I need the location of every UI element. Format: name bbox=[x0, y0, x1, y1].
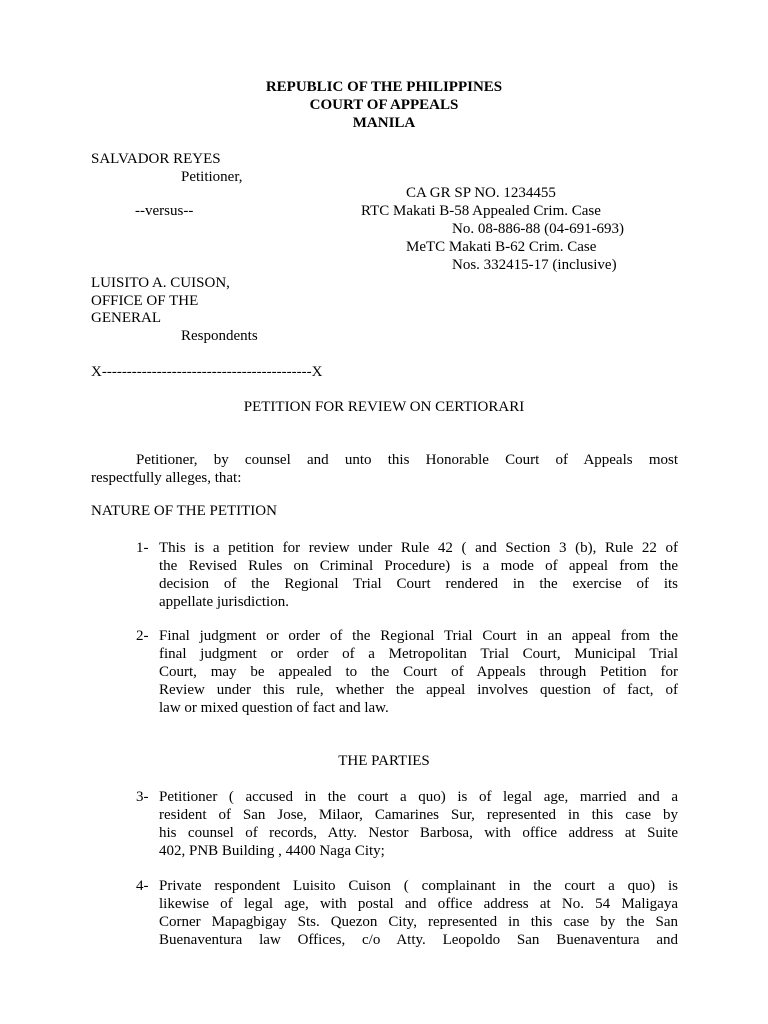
paragraph-line: appellate jurisdiction. bbox=[159, 594, 289, 610]
respondent-name-line3: GENERAL bbox=[91, 310, 161, 326]
paragraph-number: 3- bbox=[136, 789, 149, 805]
respondent-name-line2: OFFICE OF THE bbox=[91, 293, 199, 309]
versus-label: --versus-- bbox=[135, 203, 194, 219]
court-header-court: COURT OF APPEALS bbox=[309, 97, 459, 113]
court-header-republic: REPUBLIC OF THE PHILIPPINES bbox=[265, 79, 503, 95]
paragraph-line: Petitioner ( accused in the court a quo) is of legal age, married and a bbox=[159, 789, 678, 805]
rtc-case-line2: No. 08-886-88 (04-691-693) bbox=[452, 221, 625, 237]
paragraph-2 bbox=[159, 627, 678, 717]
respondent-name-line1: LUISITO A. CUISON, bbox=[91, 275, 230, 291]
section-heading-nature: NATURE OF THE PETITION bbox=[91, 503, 277, 519]
petition-title: PETITION FOR REVIEW ON CERTIORARI bbox=[243, 399, 525, 415]
caption-divider: X------------------------------------------X bbox=[91, 364, 323, 380]
intro-line: Petitioner, by counsel and unto this Honorable Court of Appeals most bbox=[136, 452, 678, 468]
paragraph-line: Review under this rule, whether the appeal involves question of fact, of bbox=[159, 682, 678, 698]
paragraph-4 bbox=[159, 877, 678, 949]
paragraph-line: final judgment or order of a Metropolitan Trial Court, Municipal Trial bbox=[159, 646, 678, 662]
paragraph-line: resident of San Jose, Milaor, Camarines Sur, represented in this case by bbox=[159, 807, 678, 823]
paragraph-line: Buenaventura law Offices, c/o Atty. Leopoldo San Buenaventura and bbox=[159, 932, 678, 948]
court-header-city: MANILA bbox=[352, 115, 416, 131]
paragraph-line: his counsel of records, Atty. Nestor Barbosa, with office address at Suite bbox=[159, 825, 678, 841]
paragraph-line: 402, PNB Building , 4400 Naga City; bbox=[159, 843, 385, 859]
paragraph-line: Corner Mapagbigay Sts. Quezon City, represented in this case by the San bbox=[159, 914, 678, 930]
metc-case-line1: MeTC Makati B-62 Crim. Case bbox=[406, 239, 597, 255]
paragraph-line: Final judgment or order of the Regional Trial Court in an appeal from the bbox=[159, 628, 678, 644]
intro-paragraph bbox=[91, 451, 678, 487]
paragraph-line: decision of the Regional Trial Court rendered in the exercise of its bbox=[159, 576, 678, 592]
section-heading-parties: THE PARTIES bbox=[338, 753, 430, 769]
paragraph-line: law or mixed question of fact and law. bbox=[159, 700, 389, 716]
respondent-role: Respondents bbox=[181, 328, 258, 344]
paragraph-line: Private respondent Luisito Cuison ( complainant in the court a quo) is bbox=[159, 878, 678, 894]
paragraph-line: likewise of legal age, with postal and office address at No. 54 Maligaya bbox=[159, 896, 678, 912]
paragraph-1 bbox=[159, 539, 678, 611]
paragraph-line: This is a petition for review under Rule 42 ( and Section 3 (b), Rule 22 of bbox=[159, 540, 678, 556]
case-number: CA GR SP NO. 1234455 bbox=[406, 185, 556, 201]
petitioner-role: Petitioner, bbox=[181, 169, 243, 185]
rtc-case-line1: RTC Makati B-58 Appealed Crim. Case bbox=[361, 203, 601, 219]
paragraph-line: Court, may be appealed to the Court of Appeals through Petition for bbox=[159, 664, 678, 680]
metc-case-line2: Nos. 332415-17 (inclusive) bbox=[452, 257, 617, 273]
paragraph-3 bbox=[159, 788, 678, 860]
paragraph-number: 2- bbox=[136, 628, 149, 644]
paragraph-line: the Revised Rules on Criminal Procedure) is a mode of appeal from the bbox=[159, 558, 678, 574]
petitioner-name: SALVADOR REYES bbox=[91, 151, 221, 167]
paragraph-number: 1- bbox=[136, 540, 149, 556]
paragraph-number: 4- bbox=[136, 878, 149, 894]
intro-line: respectfully alleges, that: bbox=[91, 470, 242, 486]
